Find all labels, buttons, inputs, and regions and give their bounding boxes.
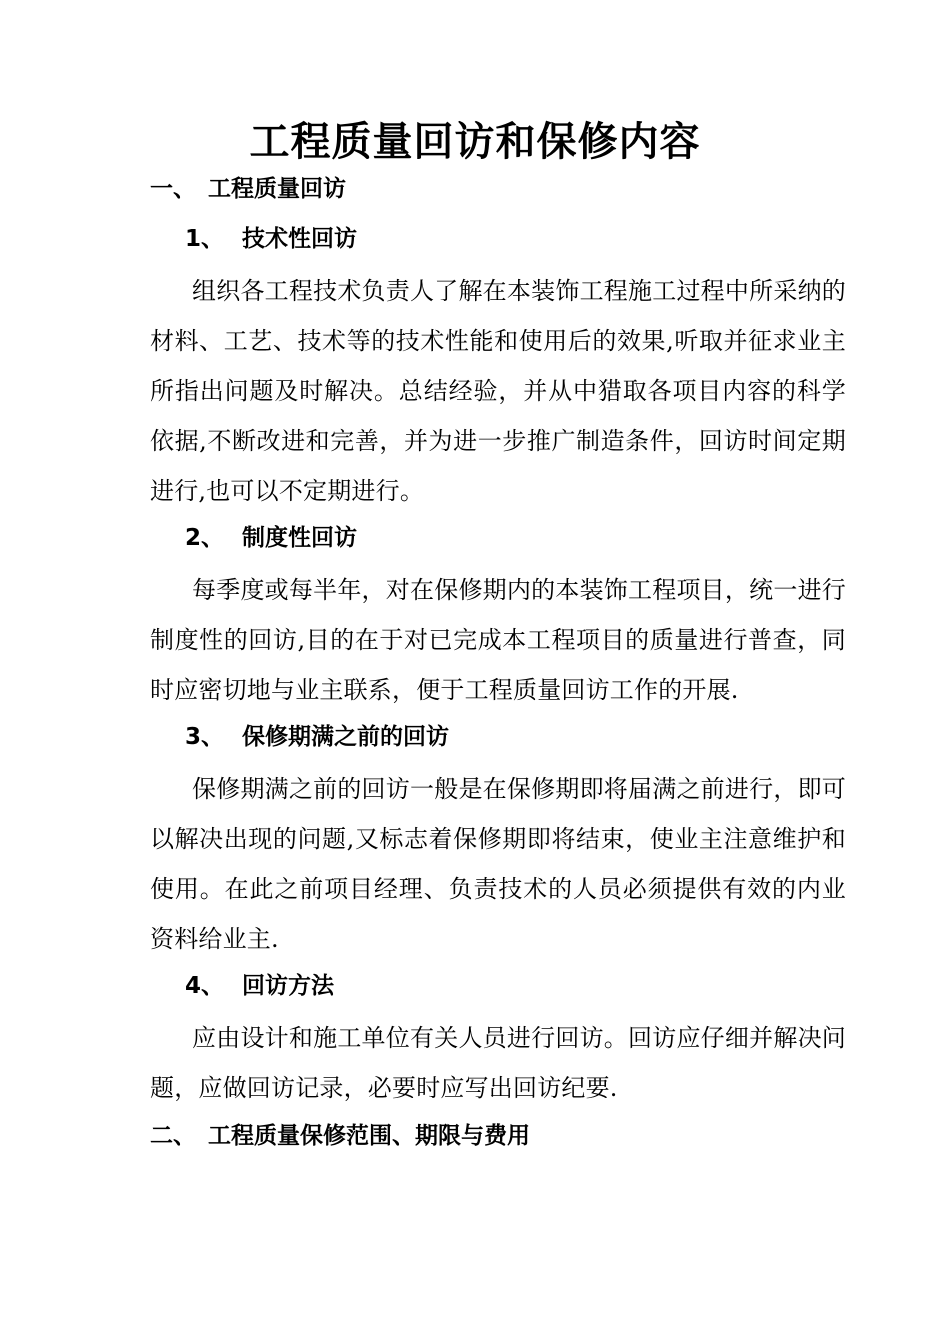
subsection-number: 2、 bbox=[185, 525, 225, 551]
section-heading-1 bbox=[150, 172, 346, 206]
section-title: 工程质量保修范围、期限与费用 bbox=[208, 1123, 530, 1149]
subsection-number: 3、 bbox=[185, 724, 225, 750]
subsection-number: 1、 bbox=[185, 226, 225, 252]
subsection-title: 制度性回访 bbox=[242, 525, 357, 551]
paragraph-pre-expiry-visit: 保修期满之前的回访一般是在保修期即将届满之前进行，即可以解决出现的问题,又标志着保修期即将结束，使业主注意维护和使用。在此之前项目经理、负责技术的人员必须提供有效的内业资料给业主. bbox=[150, 775, 846, 953]
section-heading-2 bbox=[150, 1119, 530, 1153]
subsection-title: 保修期满之前的回访 bbox=[242, 724, 449, 750]
subsection-number: 4、 bbox=[185, 973, 225, 999]
paragraph-visit-method: 应由设计和施工单位有关人员进行回访。回访应仔细并解决问题，应做回访记录，必要时应写出回访纪要. bbox=[150, 1024, 846, 1102]
paragraph-technical-visit: 组织各工程技术负责人了解在本装饰工程施工过程中所采纳的材料、工艺、技术等的技术性能和使用后的效果,听取并征求业主所指出问题及时解决。总结经验，并从中猎取各项目内容的科学依据,不断改进和完善，并为进一步推广制造条件，回访时间定期进行,也可以不定期进行。 bbox=[150, 277, 846, 505]
subsection-heading-3 bbox=[185, 720, 449, 754]
subsection-title: 回访方法 bbox=[242, 973, 334, 999]
section-title: 工程质量回访 bbox=[208, 176, 346, 202]
subsection-heading-4 bbox=[185, 969, 334, 1003]
subsection-title: 技术性回访 bbox=[242, 226, 357, 252]
paragraph-regular-visit: 每季度或每半年，对在保修期内的本装饰工程项目，统一进行制度性的回访,目的在于对已完成本工程项目的质量进行普查，同时应密切地与业主联系，便于工程质量回访工作的开展. bbox=[150, 576, 846, 704]
section-number: 二、 bbox=[150, 1123, 196, 1149]
subsection-heading-2 bbox=[185, 521, 357, 555]
section-number: 一、 bbox=[150, 176, 196, 202]
document-title: 工程质量回访和保修内容 bbox=[249, 119, 701, 165]
subsection-heading-1 bbox=[185, 222, 357, 256]
